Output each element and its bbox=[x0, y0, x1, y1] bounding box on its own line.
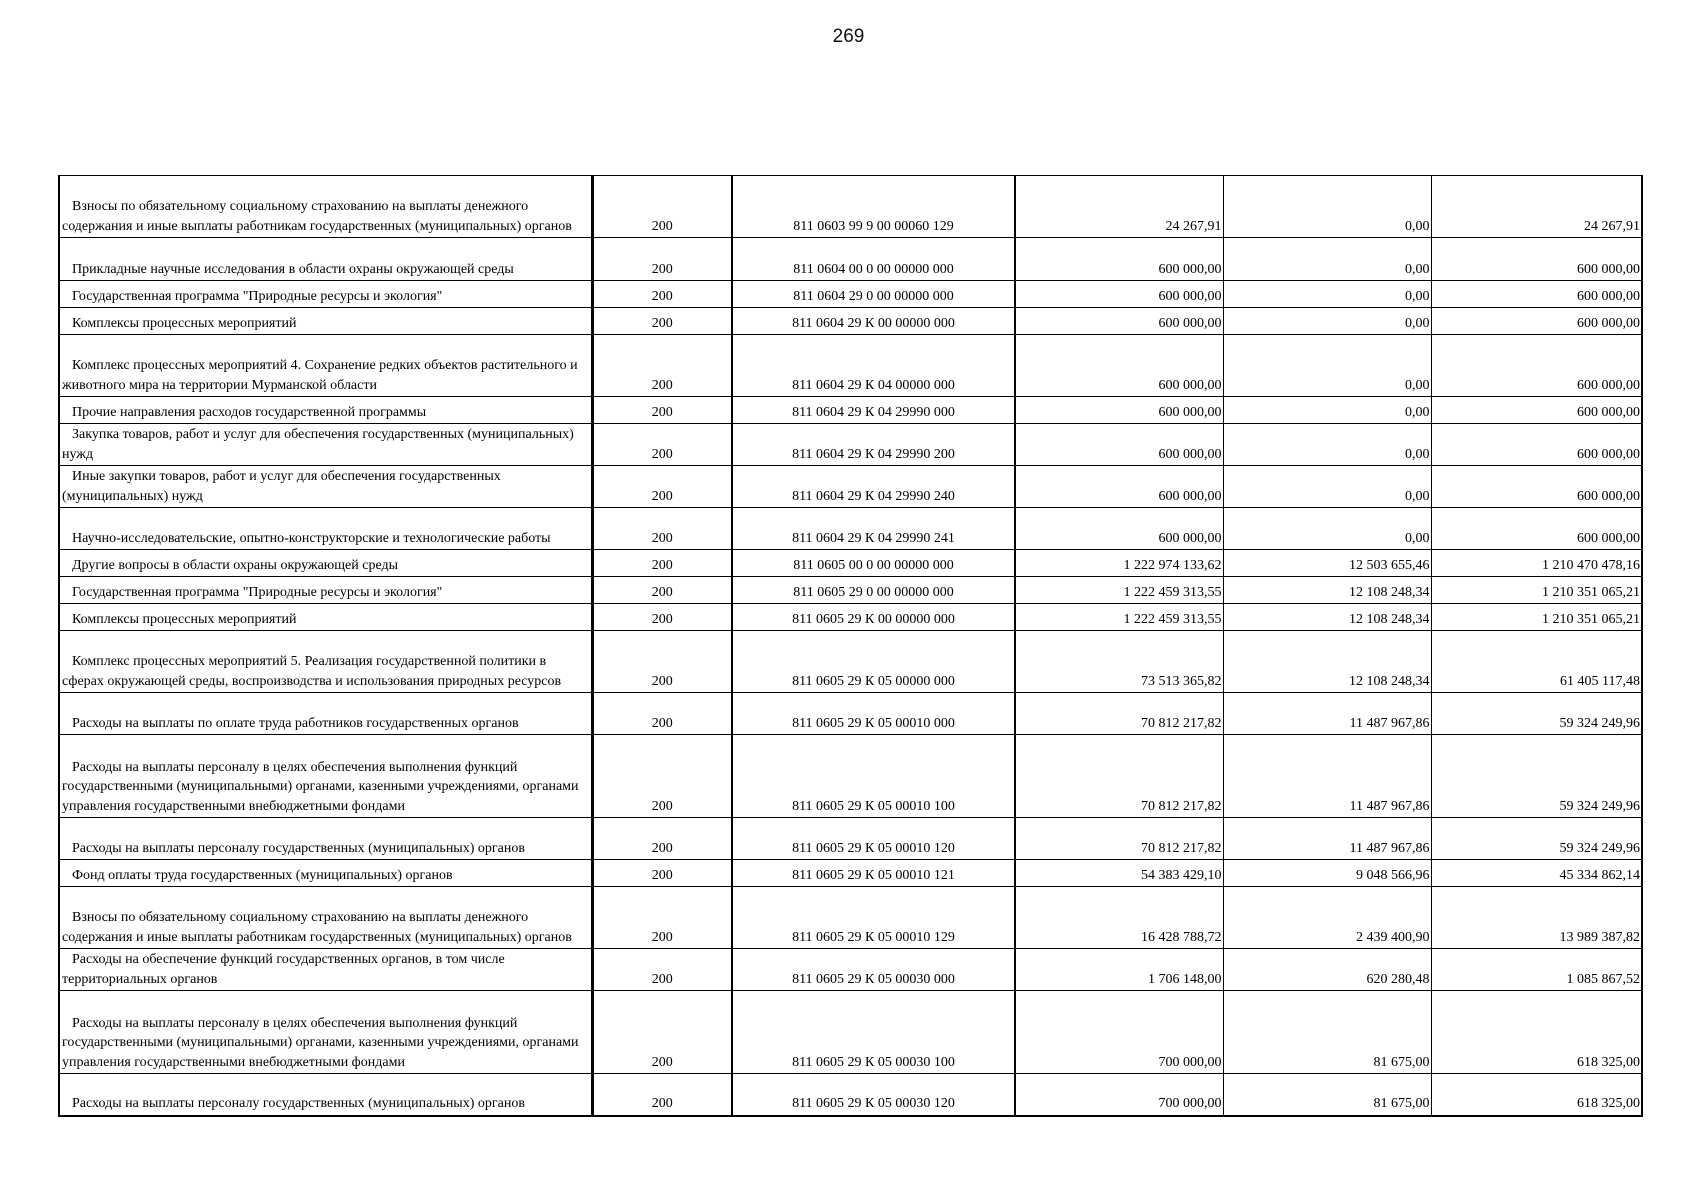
table-row bbox=[59, 397, 1642, 424]
admin-code-cell: 200 bbox=[592, 991, 732, 1074]
expense-name-text: Комплекс процессных мероприятий 5. Реализация государственной политики в сферах окружающей среды, воспроизводства и использования природных ресурсов bbox=[62, 654, 562, 689]
expense-name-cell bbox=[59, 577, 592, 604]
expense-name-cell bbox=[59, 176, 592, 238]
budget-classification-code-cell: 811 0605 29 К 05 00030 100 bbox=[732, 991, 1015, 1074]
remaining-amount-cell: 600 000,00 bbox=[1431, 466, 1642, 508]
expense-name-text: Расходы на выплаты персоналу государственных (муниципальных) органов bbox=[72, 840, 525, 856]
executed-amount-cell: 0,00 bbox=[1223, 424, 1431, 466]
expense-name-cell bbox=[59, 238, 592, 281]
approved-amount-cell: 73 513 365,82 bbox=[1015, 631, 1223, 693]
expense-name-text: Расходы на выплаты по оплате труда работников государственных органов bbox=[72, 715, 519, 731]
expense-name-cell bbox=[59, 631, 592, 693]
expense-name-cell bbox=[59, 735, 592, 818]
approved-amount-cell: 1 706 148,00 bbox=[1015, 949, 1223, 991]
admin-code-cell: 200 bbox=[592, 238, 732, 281]
budget-classification-code-cell: 811 0604 29 К 04 00000 000 bbox=[732, 335, 1015, 397]
budget-classification-code-cell: 811 0604 29 К 04 29990 241 bbox=[732, 508, 1015, 550]
budget-classification-code-cell: 811 0604 29 К 04 29990 200 bbox=[732, 424, 1015, 466]
approved-amount-cell: 700 000,00 bbox=[1015, 991, 1223, 1074]
table-row bbox=[59, 308, 1642, 335]
page-number: 269 bbox=[832, 26, 865, 47]
executed-amount-cell: 0,00 bbox=[1223, 508, 1431, 550]
expense-name-text: Взносы по обязательному социальному страхованию на выплаты денежного содержания и иные выплаты работникам государственных (муниципальных) органов bbox=[62, 910, 572, 945]
remaining-amount-cell: 600 000,00 bbox=[1431, 424, 1642, 466]
expense-name-cell bbox=[59, 1074, 592, 1116]
remaining-amount-cell: 1 085 867,52 bbox=[1431, 949, 1642, 991]
expense-name-cell bbox=[59, 397, 592, 424]
remaining-amount-cell: 1 210 351 065,21 bbox=[1431, 577, 1642, 604]
executed-amount-cell: 11 487 967,86 bbox=[1223, 735, 1431, 818]
expense-name-text: Прочие направления расходов государственной программы bbox=[72, 404, 427, 420]
executed-amount-cell: 0,00 bbox=[1223, 397, 1431, 424]
remaining-amount-cell: 45 334 862,14 bbox=[1431, 860, 1642, 887]
expense-name-text: Взносы по обязательному социальному страхованию на выплаты денежного содержания и иные выплаты работникам государственных (муниципальных) органов bbox=[62, 199, 572, 234]
expense-name-cell bbox=[59, 308, 592, 335]
expense-name-text: Иные закупки товаров, работ и услуг для обеспечения государственных (муниципальных) нужд bbox=[62, 469, 501, 504]
table-row bbox=[59, 577, 1642, 604]
executed-amount-cell: 11 487 967,86 bbox=[1223, 818, 1431, 860]
table-row bbox=[59, 735, 1642, 818]
approved-amount-cell: 600 000,00 bbox=[1015, 335, 1223, 397]
admin-code-cell: 200 bbox=[592, 887, 732, 949]
admin-code-cell: 200 bbox=[592, 949, 732, 991]
approved-amount-cell: 1 222 459 313,55 bbox=[1015, 604, 1223, 631]
admin-code-cell: 200 bbox=[592, 281, 732, 308]
budget-classification-code-cell: 811 0605 29 К 05 00030 000 bbox=[732, 949, 1015, 991]
admin-code-cell: 200 bbox=[592, 604, 732, 631]
budget-classification-code-cell: 811 0605 29 К 05 00010 100 bbox=[732, 735, 1015, 818]
executed-amount-cell: 12 503 655,46 bbox=[1223, 550, 1431, 577]
budget-classification-code-cell: 811 0604 29 К 00 00000 000 bbox=[732, 308, 1015, 335]
budget-classification-code-cell: 811 0605 29 К 05 00010 121 bbox=[732, 860, 1015, 887]
table-row bbox=[59, 1074, 1642, 1116]
table-row bbox=[59, 860, 1642, 887]
approved-amount-cell: 1 222 459 313,55 bbox=[1015, 577, 1223, 604]
expense-name-cell bbox=[59, 335, 592, 397]
admin-code-cell: 200 bbox=[592, 631, 732, 693]
table-row bbox=[59, 693, 1642, 735]
expense-name-text: Прикладные научные исследования в области охраны окружающей среды bbox=[72, 261, 514, 277]
table-row bbox=[59, 550, 1642, 577]
executed-amount-cell: 12 108 248,34 bbox=[1223, 577, 1431, 604]
budget-classification-code-cell: 811 0605 29 К 05 00000 000 bbox=[732, 631, 1015, 693]
budget-classification-code-cell: 811 0604 29 0 00 00000 000 bbox=[732, 281, 1015, 308]
admin-code-cell: 200 bbox=[592, 818, 732, 860]
executed-amount-cell: 0,00 bbox=[1223, 238, 1431, 281]
admin-code-cell: 200 bbox=[592, 424, 732, 466]
budget-table-body bbox=[59, 176, 1642, 1116]
executed-amount-cell: 0,00 bbox=[1223, 176, 1431, 238]
budget-classification-code-cell: 811 0605 00 0 00 00000 000 bbox=[732, 550, 1015, 577]
budget-classification-code-cell: 811 0605 29 К 00 00000 000 bbox=[732, 604, 1015, 631]
table-row bbox=[59, 604, 1642, 631]
budget-classification-code-cell: 811 0604 29 К 04 29990 000 bbox=[732, 397, 1015, 424]
budget-classification-code-cell: 811 0605 29 К 05 00010 000 bbox=[732, 693, 1015, 735]
approved-amount-cell: 24 267,91 bbox=[1015, 176, 1223, 238]
admin-code-cell: 200 bbox=[592, 550, 732, 577]
table-row bbox=[59, 631, 1642, 693]
approved-amount-cell: 70 812 217,82 bbox=[1015, 735, 1223, 818]
budget-classification-code-cell: 811 0603 99 9 00 00060 129 bbox=[732, 176, 1015, 238]
expense-name-text: Расходы на выплаты персоналу в целях обеспечения выполнения функций государственными (муниципальными) органами, казенными учреждениями, органами управления государственными внебюджетными фондами bbox=[62, 759, 579, 814]
approved-amount-cell: 600 000,00 bbox=[1015, 397, 1223, 424]
remaining-amount-cell: 600 000,00 bbox=[1431, 238, 1642, 281]
expense-name-cell bbox=[59, 604, 592, 631]
approved-amount-cell: 1 222 974 133,62 bbox=[1015, 550, 1223, 577]
approved-amount-cell: 600 000,00 bbox=[1015, 238, 1223, 281]
expense-name-text: Расходы на выплаты персоналу в целях обеспечения выполнения функций государственными (муниципальными) органами, казенными учреждениями, органами управления государственными внебюджетными фондами bbox=[62, 1015, 579, 1070]
admin-code-cell: 200 bbox=[592, 860, 732, 887]
admin-code-cell: 200 bbox=[592, 577, 732, 604]
expense-name-cell bbox=[59, 424, 592, 466]
remaining-amount-cell: 600 000,00 bbox=[1431, 508, 1642, 550]
expense-name-text: Расходы на выплаты персоналу государственных (муниципальных) органов bbox=[72, 1096, 525, 1111]
expense-name-cell bbox=[59, 887, 592, 949]
table-row bbox=[59, 281, 1642, 308]
expense-name-text: Другие вопросы в области охраны окружающей среды bbox=[72, 557, 398, 573]
executed-amount-cell: 0,00 bbox=[1223, 335, 1431, 397]
remaining-amount-cell: 600 000,00 bbox=[1431, 397, 1642, 424]
expense-name-cell bbox=[59, 991, 592, 1074]
expense-name-text: Расходы на обеспечение функций государственных органов, в том числе территориальных органов bbox=[62, 952, 505, 987]
expense-name-text: Комплексы процессных мероприятий bbox=[72, 315, 297, 331]
budget-classification-code-cell: 811 0605 29 К 05 00010 129 bbox=[732, 887, 1015, 949]
approved-amount-cell: 600 000,00 bbox=[1015, 508, 1223, 550]
expense-name-text: Закупка товаров, работ и услуг для обеспечения государственных (муниципальных) нужд bbox=[62, 427, 574, 462]
remaining-amount-cell: 618 325,00 bbox=[1431, 1074, 1642, 1116]
budget-table bbox=[58, 175, 1643, 1117]
budget-classification-code-cell: 811 0605 29 К 05 00030 120 bbox=[732, 1074, 1015, 1116]
approved-amount-cell: 600 000,00 bbox=[1015, 424, 1223, 466]
expense-name-text: Комплексы процессных мероприятий bbox=[72, 611, 297, 627]
remaining-amount-cell: 1 210 470 478,16 bbox=[1431, 550, 1642, 577]
admin-code-cell: 200 bbox=[592, 1074, 732, 1116]
approved-amount-cell: 700 000,00 bbox=[1015, 1074, 1223, 1116]
approved-amount-cell: 70 812 217,82 bbox=[1015, 818, 1223, 860]
remaining-amount-cell: 59 324 249,96 bbox=[1431, 693, 1642, 735]
remaining-amount-cell: 59 324 249,96 bbox=[1431, 735, 1642, 818]
remaining-amount-cell: 600 000,00 bbox=[1431, 281, 1642, 308]
executed-amount-cell: 9 048 566,96 bbox=[1223, 860, 1431, 887]
expense-name-cell bbox=[59, 281, 592, 308]
expense-name-cell bbox=[59, 860, 592, 887]
table-row bbox=[59, 818, 1642, 860]
table-row bbox=[59, 176, 1642, 238]
approved-amount-cell: 54 383 429,10 bbox=[1015, 860, 1223, 887]
budget-classification-code-cell: 811 0604 00 0 00 00000 000 bbox=[732, 238, 1015, 281]
expense-name-text: Комплекс процессных мероприятий 4. Сохранение редких объектов растительного и животного мира на территории Мурманской области bbox=[62, 358, 578, 393]
table-row bbox=[59, 991, 1642, 1074]
remaining-amount-cell: 13 989 387,82 bbox=[1431, 887, 1642, 949]
admin-code-cell: 200 bbox=[592, 176, 732, 238]
expense-name-cell bbox=[59, 550, 592, 577]
approved-amount-cell: 70 812 217,82 bbox=[1015, 693, 1223, 735]
expense-name-text: Государственная программа "Природные ресурсы и экология" bbox=[72, 584, 443, 600]
remaining-amount-cell: 618 325,00 bbox=[1431, 991, 1642, 1074]
admin-code-cell: 200 bbox=[592, 308, 732, 335]
admin-code-cell: 200 bbox=[592, 508, 732, 550]
expense-name-cell bbox=[59, 466, 592, 508]
expense-name-cell bbox=[59, 949, 592, 991]
admin-code-cell: 200 bbox=[592, 693, 732, 735]
expense-name-text: Научно-исследовательские, опытно-конструкторские и технологические работы bbox=[72, 530, 551, 546]
expense-name-cell bbox=[59, 693, 592, 735]
remaining-amount-cell: 59 324 249,96 bbox=[1431, 818, 1642, 860]
table-row bbox=[59, 466, 1642, 508]
table-row bbox=[59, 949, 1642, 991]
expense-name-cell bbox=[59, 508, 592, 550]
approved-amount-cell: 600 000,00 bbox=[1015, 466, 1223, 508]
remaining-amount-cell: 61 405 117,48 bbox=[1431, 631, 1642, 693]
executed-amount-cell: 81 675,00 bbox=[1223, 1074, 1431, 1116]
remaining-amount-cell: 24 267,91 bbox=[1431, 176, 1642, 238]
executed-amount-cell: 12 108 248,34 bbox=[1223, 604, 1431, 631]
budget-classification-code-cell: 811 0604 29 К 04 29990 240 bbox=[732, 466, 1015, 508]
expense-name-cell bbox=[59, 818, 592, 860]
admin-code-cell: 200 bbox=[592, 735, 732, 818]
table-row bbox=[59, 335, 1642, 397]
remaining-amount-cell: 1 210 351 065,21 bbox=[1431, 604, 1642, 631]
admin-code-cell: 200 bbox=[592, 335, 732, 397]
table-row bbox=[59, 424, 1642, 466]
expense-name-text: Фонд оплаты труда государственных (муниципальных) органов bbox=[72, 867, 453, 883]
remaining-amount-cell: 600 000,00 bbox=[1431, 308, 1642, 335]
table-row bbox=[59, 238, 1642, 281]
executed-amount-cell: 2 439 400,90 bbox=[1223, 887, 1431, 949]
admin-code-cell: 200 bbox=[592, 466, 732, 508]
executed-amount-cell: 620 280,48 bbox=[1223, 949, 1431, 991]
admin-code-cell: 200 bbox=[592, 397, 732, 424]
table-row bbox=[59, 508, 1642, 550]
executed-amount-cell: 0,00 bbox=[1223, 308, 1431, 335]
budget-classification-code-cell: 811 0605 29 К 05 00010 120 bbox=[732, 818, 1015, 860]
approved-amount-cell: 600 000,00 bbox=[1015, 281, 1223, 308]
executed-amount-cell: 0,00 bbox=[1223, 466, 1431, 508]
executed-amount-cell: 81 675,00 bbox=[1223, 991, 1431, 1074]
executed-amount-cell: 12 108 248,34 bbox=[1223, 631, 1431, 693]
budget-classification-code-cell: 811 0605 29 0 00 00000 000 bbox=[732, 577, 1015, 604]
executed-amount-cell: 0,00 bbox=[1223, 281, 1431, 308]
executed-amount-cell: 11 487 967,86 bbox=[1223, 693, 1431, 735]
approved-amount-cell: 600 000,00 bbox=[1015, 308, 1223, 335]
approved-amount-cell: 16 428 788,72 bbox=[1015, 887, 1223, 949]
remaining-amount-cell: 600 000,00 bbox=[1431, 335, 1642, 397]
expense-name-text: Государственная программа "Природные ресурсы и экология" bbox=[72, 288, 443, 304]
table-row bbox=[59, 887, 1642, 949]
